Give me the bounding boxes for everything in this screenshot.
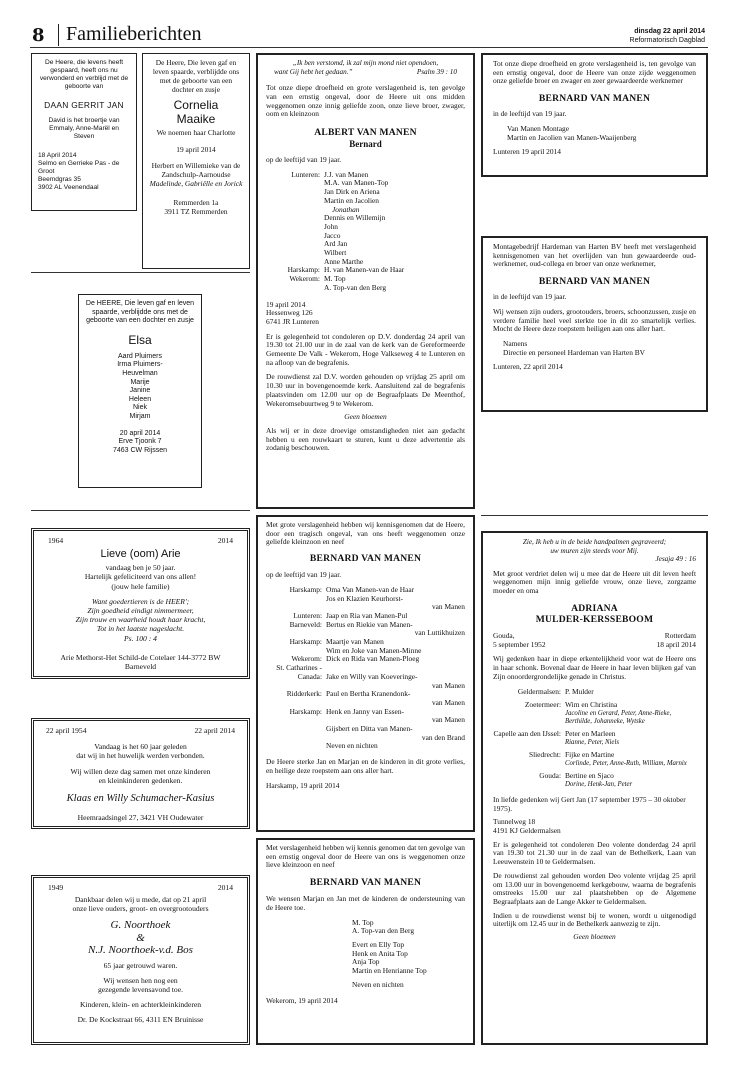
death-notice-bernard-family xyxy=(256,515,475,832)
family-row xyxy=(266,284,465,293)
family-names: Jacco xyxy=(324,230,341,240)
family-kids: Jacoline en Gerard, Peter, Anne-Rieke, Berthilde, Johanneke, Wytske xyxy=(565,709,672,726)
family-names: Maartje van Manen xyxy=(326,637,384,647)
family-entry xyxy=(565,730,696,747)
family-names: Anne Marthe xyxy=(324,256,364,266)
family-names: van den Brand xyxy=(421,732,465,742)
family-place xyxy=(266,240,324,249)
family-row xyxy=(493,772,696,789)
family-kids: Rianne, Peter, Niels xyxy=(565,738,619,746)
family-names: van Manen xyxy=(431,697,465,707)
family-list xyxy=(266,171,465,293)
date-right: 22 april 2014 xyxy=(194,726,235,735)
header-paper: Reformatorisch Dagblad xyxy=(629,37,705,44)
notice-street: Beemdgras 35 xyxy=(38,176,81,183)
family-place: Harskamp: xyxy=(289,584,322,594)
notice-sign: Lunteren, 22 april 2014 xyxy=(493,362,563,372)
family-member: Marije xyxy=(130,378,150,386)
family-row xyxy=(266,223,465,232)
notice-city: 3911 TZ Remmerden xyxy=(164,207,228,216)
notice-city: 6741 JR Lunteren xyxy=(266,316,319,326)
family-names: Wim en Joke van Manen-Minne xyxy=(326,645,422,655)
no-flowers: Geen bloemen xyxy=(573,932,616,942)
family-place: Harskamp: xyxy=(289,637,322,647)
notice-note: Als wij er in deze droevige omstandigheden niet aan gedacht hebben u een rouwkaart te sturen, kunt u deze advertentie als zodanig beschouwen. xyxy=(266,425,465,453)
family-names: Oma Van Manen-van de Haar xyxy=(326,584,415,594)
family-names: van Manen xyxy=(431,680,465,690)
notice-name: Klaas en Willy Schumacher-Kasius xyxy=(66,793,215,805)
line-1: Dankbaar delen wij u mede, dat op 21 april xyxy=(74,895,207,905)
notice-city: 3902 AL Veenendaal xyxy=(38,184,99,191)
notice-street: Hessenweg 126 xyxy=(266,308,313,318)
notice-name: ALBERT VAN MANEN xyxy=(314,127,417,138)
notice-address: Dr. De Kockstraat 66, 4311 EN Bruinisse xyxy=(77,1015,204,1025)
family-names: Henk en Janny van Essen- xyxy=(326,706,404,716)
family-place xyxy=(266,725,326,734)
family-entry xyxy=(565,701,696,726)
service-info: De rouwdienst zal gehouden worden Deo volente vrijdag 25 april om 13.00 uur in bovengenoemd kerkgebouw, waarna de begrafenis omstreeks 15.00 uur zal plaatshebben op de Algemene Begraafplaats aan de Lange Akker te Geldermalsen. xyxy=(493,870,696,906)
family-entry xyxy=(565,751,696,768)
family-row xyxy=(493,701,696,726)
line-1: vandaag ben je 50 jaar. xyxy=(105,563,176,573)
notice-name: Cornelia xyxy=(173,98,219,112)
family-row xyxy=(266,249,465,258)
anniversary-notice-noorthoek xyxy=(31,875,250,1045)
family-names: Fijke en Martine xyxy=(565,750,615,760)
notice-wish: We wensen Marjan en Jan met de kinderen de ondersteuning van de Heere toe. xyxy=(266,894,465,912)
notice-sub: David is het broertje van Emmaly, Anne-Marël en Steven xyxy=(48,117,120,140)
line-2: onze lieve ouders, groot- en overgrootouders xyxy=(72,904,209,914)
family-member: Irma Pluimers- xyxy=(117,361,163,369)
family-list xyxy=(266,586,465,751)
year-right: 2014 xyxy=(217,536,233,545)
family-place: Wekerom: xyxy=(289,274,320,284)
family-member: Henk en Anita Top xyxy=(352,948,408,958)
notice-note: Indien u de rouwdienst wenst bij te wonen, wordt u uitgenodigd uiterlijk om 12.45 uur in de Bethelkerk aanwezig te zijn. xyxy=(493,910,696,929)
notice-street: Erve Tjoonk 7 xyxy=(118,438,162,446)
family-row xyxy=(266,197,465,206)
notice-intro: Tot onze diepe droefheid en grote verslagenheid is, ten gevolge van een ernstig ongeval, door de Heere van onze zijde weggenomen onze geliefde broer en zwager en zeer gewaardeerde werknemer xyxy=(493,59,696,86)
year-left: 1964 xyxy=(48,536,64,545)
notice-sender: Arie Methorst-Het Schild-de Cotelaer 144-3772 BW Barneveld xyxy=(60,652,221,672)
column-rule xyxy=(481,515,708,516)
family-names: Dick en Rida van Manen-Ploeg xyxy=(326,654,420,664)
year-left: 1949 xyxy=(48,883,64,892)
family-member: M. Top xyxy=(352,917,374,927)
family-place: Harskamp: xyxy=(289,706,322,716)
line-3: Wij willen deze dag samen met onze kinderen xyxy=(70,766,211,776)
anniversary-notice-schumacher xyxy=(31,718,250,829)
family-place: St. Catharines - xyxy=(276,663,322,673)
family-place: Sliedrecht: xyxy=(528,750,561,760)
family-names: P. Mulder xyxy=(565,687,594,697)
quote-ref: Jesaja 49 : 16 xyxy=(655,555,696,564)
notice-roepnaam: We noemen haar Charlotte xyxy=(156,128,236,137)
notice-parents: Herbert en Willemieke van de Zandschulp-Aarnoudse xyxy=(151,161,241,179)
column-rule xyxy=(31,272,250,273)
line-3: (jouw hele familie) xyxy=(111,581,170,591)
family-names: Bertus en Riekie van Manen- xyxy=(326,619,413,629)
notice-age: in de leeftijd van 19 jaar. xyxy=(493,292,567,302)
family-place xyxy=(266,197,324,206)
family-names: van Manen xyxy=(431,715,465,725)
service-info: De rouwdienst zal D.V. worden gehouden op vrijdag 25 april om 10.30 uur in bovengenoemde kerk. Aansluitend zal de begrafenis plaatsvinden om 12.00 uur op de Begraafplaats De Meenthof, Wekeromsebuurtweg 9 te Wekerom. xyxy=(266,372,465,408)
notice-age: in de leeftijd van 19 jaar. xyxy=(493,109,567,119)
family-place xyxy=(266,716,326,725)
family-place: Lunteren: xyxy=(291,169,320,179)
notice-street: Remmerden 1a xyxy=(173,198,219,207)
notice-name-2: Maaike xyxy=(176,112,216,126)
condolence-info: Er is gelegenheid tot condoleren Deo volente donderdag 24 april van 19.30 tot 21.30 uur in de zaal van de Bethelkerk, Laan van Leeuwenstein 10 te Geldermalsen. xyxy=(493,839,696,867)
family-place: Ridderkerk: xyxy=(286,689,322,699)
family-place xyxy=(266,284,324,293)
line-1: Vandaag is het 60 jaar geleden xyxy=(94,742,187,752)
born-place: Gouda, xyxy=(493,630,515,640)
date-left: 22 april 1954 xyxy=(46,726,87,735)
family-names: M.A. van Manen-Top xyxy=(324,178,389,188)
notice-date: 18 April 2014 xyxy=(38,152,77,159)
notice-from: Directie en personeel Hardeman van Harten BV xyxy=(503,347,646,357)
family-entry xyxy=(565,772,696,789)
family-names: Dennis en Willemijn xyxy=(324,213,386,223)
notice-intro: Met groot verdriet delen wij u mee dat de Heere uit dit leven heeft weggenomen mijn innig geliefde vrouw, onze lieve, zorgzame moeder en oma xyxy=(493,568,696,596)
notice-parents: Selmo en Gerrieke Pas - de Groot xyxy=(38,160,120,175)
family-names: A. Top-van den Berg xyxy=(324,282,387,292)
notice-city: 4191 KJ Geldermalsen xyxy=(493,826,561,836)
family-names: Jos en Klazien Keurhorst- xyxy=(326,593,403,603)
family-place: Harskamp: xyxy=(287,265,320,275)
family-place: Zoetermeer: xyxy=(524,700,561,710)
family-names: Paul en Bertha Kranendonk- xyxy=(326,689,411,699)
line-4: en kleinkinderen gedenken. xyxy=(98,775,183,785)
family-place: Barneveld: xyxy=(289,619,322,629)
from-1: Van Manen Montage xyxy=(507,123,569,133)
page-number: 8 xyxy=(32,25,45,46)
no-flowers: Geen bloemen xyxy=(344,412,387,422)
notice-name: BERNARD VAN MANEN xyxy=(309,877,422,889)
family-place: Gouda: xyxy=(539,771,561,781)
quote-ref: Psalm 39 : 10 xyxy=(416,67,457,76)
notice-street: Tunnelweg 18 xyxy=(493,817,536,827)
notice-closing: De Heere sterke Jan en Marjan en de kinderen in dit grote verlies, en heilige deze roepstem aan ons aller hart. xyxy=(266,757,465,775)
notice-intro: Met verslagenheid hebben wij kennis genomen dat ten gevolge van een ernstig ongeval door de Heere van ons is weggenomen onze lieve kleinzoon en neef xyxy=(266,843,465,870)
family-names: M. Top xyxy=(324,274,346,284)
died-date: 18 april 2014 xyxy=(656,639,696,649)
family-kids: Dorine, Henk-Jan, Peter xyxy=(565,780,633,788)
family-names: Martin en Jacolien xyxy=(324,195,380,205)
header-date: dinsdag 22 april 2014 xyxy=(634,28,705,35)
hope-1: Wij wensen hen nog een xyxy=(103,975,178,985)
family-names: Neven en nichten xyxy=(326,741,378,751)
family-row xyxy=(266,742,465,751)
death-notice-albert-van-manen xyxy=(256,53,475,509)
family-names: Jonathan xyxy=(332,204,360,214)
family-row xyxy=(266,232,465,241)
notice-name: BERNARD VAN MANEN xyxy=(309,553,422,565)
family-row xyxy=(493,751,696,768)
notice-name: DAAN GERRIT JAN xyxy=(44,100,124,110)
verse-4: Tot in het laatste nageslacht. xyxy=(96,624,185,634)
notice-roepnaam: Bernard xyxy=(349,139,382,149)
column-rule xyxy=(31,510,250,511)
family-names: H. van Manen-van de Haar xyxy=(324,265,405,275)
family-names: John xyxy=(324,221,338,231)
family-place xyxy=(266,223,324,232)
family-names: Jake en Willy van Koeveringe- xyxy=(326,671,418,681)
notice-memory: In liefde gedenken wij Gert Jan (17 september 1975 – 30 oktober 1975). xyxy=(493,794,686,813)
death-notice-bernard-top xyxy=(256,838,475,1045)
notice-name: Elsa xyxy=(128,332,152,347)
quote-1: „Ik ben verstomd, ik zal mijn mond niet opendoen, xyxy=(292,59,439,67)
family-place: Canada: xyxy=(297,671,322,681)
family-names: Bertine en Sjaco xyxy=(565,771,614,781)
quote-2: uw muren zijn steeds voor Mij. xyxy=(550,546,639,555)
family-names: Gijsbert en Ditta van Manen- xyxy=(326,724,413,734)
family-names: Peter en Marleen xyxy=(565,729,616,739)
notice-ampersand: & xyxy=(136,931,145,944)
family-member: Mirjam xyxy=(129,412,151,420)
section-title: Familieberichten xyxy=(66,23,202,45)
notice-name: G. Noorthoek xyxy=(110,918,171,931)
family-place: Lunteren: xyxy=(293,610,322,620)
notice-name: BERNARD VAN MANEN xyxy=(538,276,651,288)
family-member: Anja Top xyxy=(352,957,380,967)
family-names: Wim en Christina xyxy=(565,700,618,710)
notice-namens: Namens xyxy=(503,338,528,348)
family-member: Martin en Henrianne Top xyxy=(352,966,427,976)
notice-date: 19 april 2014 xyxy=(176,145,216,154)
family-place xyxy=(266,206,324,215)
notice-kids: Kinderen, klein- en achterkleinkinderen xyxy=(79,1000,202,1010)
family-list xyxy=(266,919,465,990)
notice-years: 65 jaar getrouwd waren. xyxy=(103,960,178,970)
death-notice-hardeman xyxy=(481,236,708,412)
notice-intro: Montagebedrijf Hardeman van Harten BV heeft met verslagenheid kennisgenomen van het overlijden van hun gewaardeerde oud-werknemer, oud-collega en broer van onze werknemer, xyxy=(493,242,696,269)
verse-1: Want goedertieren is de HEER'; xyxy=(91,596,190,606)
notice-city: 7463 CW Rijssen xyxy=(112,446,168,454)
family-member: A. Top-van den Berg xyxy=(352,926,415,936)
family-place: Wekerom: xyxy=(291,654,322,664)
family-place xyxy=(266,232,324,241)
family-names: van Luttikhuizen xyxy=(414,628,465,638)
notice-wish: Wij wensen zijn ouders, grootouders, broers, schoonzussen, zusje en verdere familie heel veel sterkte toe in dit zo smartelijk verlies. Mocht de Heere deze roepstem heiligen aan ons aller hart. xyxy=(493,306,696,334)
from-2: Martin en Jacolien van Manen-Waaijenberg xyxy=(507,132,637,142)
birth-notice-cornelia xyxy=(142,53,250,269)
family-list xyxy=(493,688,696,789)
family-row xyxy=(493,730,696,747)
notice-name: Lieve (oom) Arie xyxy=(100,548,181,561)
family-member: Evert en Elly Top xyxy=(352,939,405,949)
family-place xyxy=(266,249,324,258)
family-place xyxy=(266,214,324,223)
family-place xyxy=(266,179,324,188)
family-row xyxy=(266,240,465,249)
family-place: Capelle aan den IJssel: xyxy=(493,729,561,739)
header-rule xyxy=(30,47,708,48)
birthday-notice-arie xyxy=(31,528,250,679)
notice-date: 20 april 2014 xyxy=(119,429,161,437)
family-names: Ard Jan xyxy=(324,239,348,249)
family-member: Janine xyxy=(129,387,151,395)
notice-address: Heemraadsingel 27, 3421 VH Oudewater xyxy=(77,813,204,823)
verse-2: Zijn goedheid eindigt nimmermeer, xyxy=(87,606,194,616)
family-names: Wilbert xyxy=(324,248,347,258)
family-names: van Manen xyxy=(431,602,465,612)
notice-date: 19 april 2014 xyxy=(266,299,306,309)
notice-intro: Met grote verslagenheid hebben wij kennisgenomen dat de Heere, door een tragisch ongeval, van ons heeft weggenomen onze geliefde kleinzoon en neef xyxy=(266,520,465,547)
notice-intro: De Heere, die levens heeft gespaard, heeft ons nu verwonderd en verblijd met de geboorte van xyxy=(39,59,129,90)
header-divider xyxy=(58,24,59,46)
family-place xyxy=(266,595,326,604)
family-place xyxy=(266,742,326,751)
born-date: 5 september 1952 xyxy=(493,639,546,649)
notice-name: BERNARD VAN MANEN xyxy=(538,93,651,105)
notice-name-2: MULDER-KERSSEBOOM xyxy=(535,614,654,626)
family-member: Aard Pluimers xyxy=(118,352,162,360)
family-row xyxy=(266,214,465,223)
family-member: Heuvelman xyxy=(122,369,158,377)
family-place xyxy=(266,188,324,197)
line-2: Hartelijk gefeliciteerd van ons allen! xyxy=(84,572,197,582)
family-row xyxy=(493,688,696,697)
verse-3: Zijn trouw en waarheid houdt haar kracht, xyxy=(75,615,206,625)
family-member: Heleen xyxy=(128,395,152,403)
hope-2: gezegende levensavond toe. xyxy=(98,985,183,995)
died-place: Rotterdam xyxy=(664,630,696,640)
notice-kids: Madelinde, Gabriëlle en Jorick xyxy=(149,179,243,188)
family-kids: Corlinde, Peter, Anne-Ruth, William, Marnix xyxy=(565,759,687,767)
family-entry xyxy=(565,688,696,697)
notice-name: ADRIANA xyxy=(571,602,618,614)
notice-family xyxy=(85,353,195,422)
notice-sign: Wekerom, 19 april 2014 xyxy=(266,996,338,1006)
notice-intro: De HEERE, Die leven gaf en leven spaarde, verblijdde ons met de geboorte van een dochter en zusje xyxy=(85,300,195,325)
family-place xyxy=(266,734,326,743)
birth-notice-elsa xyxy=(78,294,202,488)
notice-remember: Wij gedenken haar in diepe erkentelijkheid voor wat de Heere ons in haar schonk. Bovenal daar de Heere in haar leven blijken gaf van Zijn onoordergrondelijke genade in Christus. xyxy=(493,654,696,681)
family-member: Niek xyxy=(132,404,147,412)
verse-ref: Ps. 100 : 4 xyxy=(124,633,157,643)
notice-age: op de leeftijd van 19 jaar. xyxy=(266,570,342,580)
notice-intro: Tot onze diepe droefheid en grote verslagenheid is, ten gevolge van een ernstig ongeval, door de Heere uit ons midden weggenomen onze innig geliefde zoon, onze lieve broer, zwager, oom en kleinzoon xyxy=(266,83,465,119)
quote-2: want Gij hebt het gedaan.” xyxy=(274,67,353,76)
notice-sign: Harskamp, 19 april 2014 xyxy=(266,780,340,790)
notice-sign: Lunteren 19 april 2014 xyxy=(493,147,561,157)
family-place: Geldermalsen: xyxy=(517,687,561,697)
family-names: Jaap en Ria van Manen-Pul xyxy=(326,610,408,620)
notice-name-2: N.J. Noorthoek-v.d. Bos xyxy=(88,943,193,956)
birth-notice-daan xyxy=(31,53,137,211)
notice-age: op de leeftijd van 19 jaar. xyxy=(266,155,342,164)
line-2: dat wij in het huwelijk werden verbonden. xyxy=(76,751,205,761)
condolence-info: Er is gelegenheid tot condoleren op D.V. donderdag 24 april van 19.30 tot 21.00 uur in de zaal van de kerk van de Gereformeerde Gemeente De Valk - Wekerom, Hoge Valkseweg 4 te Lunteren en na afloop van de begrafenis. xyxy=(266,331,465,367)
year-right: 2014 xyxy=(217,883,233,892)
death-notice-van-manen-montage xyxy=(481,53,708,177)
death-notice-adriana xyxy=(481,531,708,1045)
notice-intro: De Heere, Die leven gaf en leven spaarde, verblijdde ons met de geboorte van een dochter en zusje xyxy=(152,58,240,94)
quote-1: Zie, Ik heb u in de beide handpalmen gegraveerd; xyxy=(522,538,667,546)
family-names: Jan Dirk en Ariena xyxy=(324,187,380,197)
family-member: Neven en nichten xyxy=(352,979,404,989)
family-names: J.J. van Manen xyxy=(324,169,369,179)
